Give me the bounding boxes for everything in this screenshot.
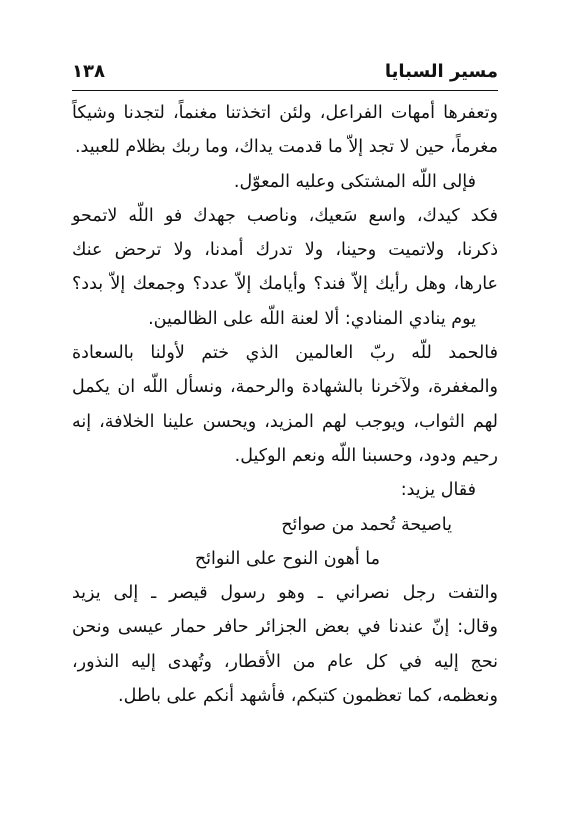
body-text xyxy=(72,96,498,713)
text-line: وتعفرها أمهات الفراعل، ولئن اتخذتنا مغنماً، لتجدنا وشيكاً xyxy=(72,103,498,123)
text-line: يوم ينادي المنادي: ألا لعنة اللّه على الظالمين. xyxy=(148,308,476,329)
running-header xyxy=(72,60,498,86)
text-line: عارها، وهل رأيك إلاّ فند؟ وأيامك إلاّ عدد؟ وجمعك إلاّ بدد؟ xyxy=(72,274,498,295)
text-line: رحيم ودود، وحسبنا اللّه ونعم الوكيل. xyxy=(234,445,498,466)
book-title: مسير السبايا xyxy=(384,61,498,82)
verse-line: ما أهون النوح على النوائح xyxy=(194,548,380,569)
text-line: وقال: إنّ عندنا في بعض الجزائر حافر حمار عيسى ونحن xyxy=(72,617,498,638)
text-line: مغرماً، حين لا تجد إلاّ ما قدمت يداك، وما ربك بظلام للعبيد. xyxy=(74,137,498,158)
text-line: فكد كيدك، واسع سَعيك، وناصب جهدك فو اللّه لاتمحو xyxy=(72,205,498,226)
text-line: ونعظمه، كما تعظمون كتبكم، فأشهد أنكم على باطل. xyxy=(118,686,498,707)
text-line: فقال يزيد: xyxy=(400,480,476,501)
text-line: نحج إليه في كل عام من الأقطار، وتُهدى إليه النذور، xyxy=(72,651,498,672)
text-line: فالحمد للّه ربّ العالمين الذي ختم لأولنا بالسعادة xyxy=(72,343,498,364)
header-divider xyxy=(72,90,498,91)
text-line: فإلى اللّه المشتكى وعليه المعوّل. xyxy=(233,171,476,192)
text-line: لهم الثواب، ويوجب لهم المزيد، ويحسن علينا الخلافة، إنه xyxy=(72,411,498,432)
verse-line: ياصيحة تُحمد من صوائح xyxy=(281,514,452,535)
page-number: ١٣٨ xyxy=(72,61,105,82)
text-line: والمغفرة، ولآخرنا بالشهادة والرحمة، ونسأل اللّه ان يكمل xyxy=(72,377,498,398)
text-line: ذكرنا، ولاتميت وحينا، ولا تدرك أمدنا، ولا ترحض عنك xyxy=(72,240,498,261)
text-line: والتفت رجل نصراني ـ وهو رسول قيصر ـ إلى يزيد xyxy=(72,583,498,604)
